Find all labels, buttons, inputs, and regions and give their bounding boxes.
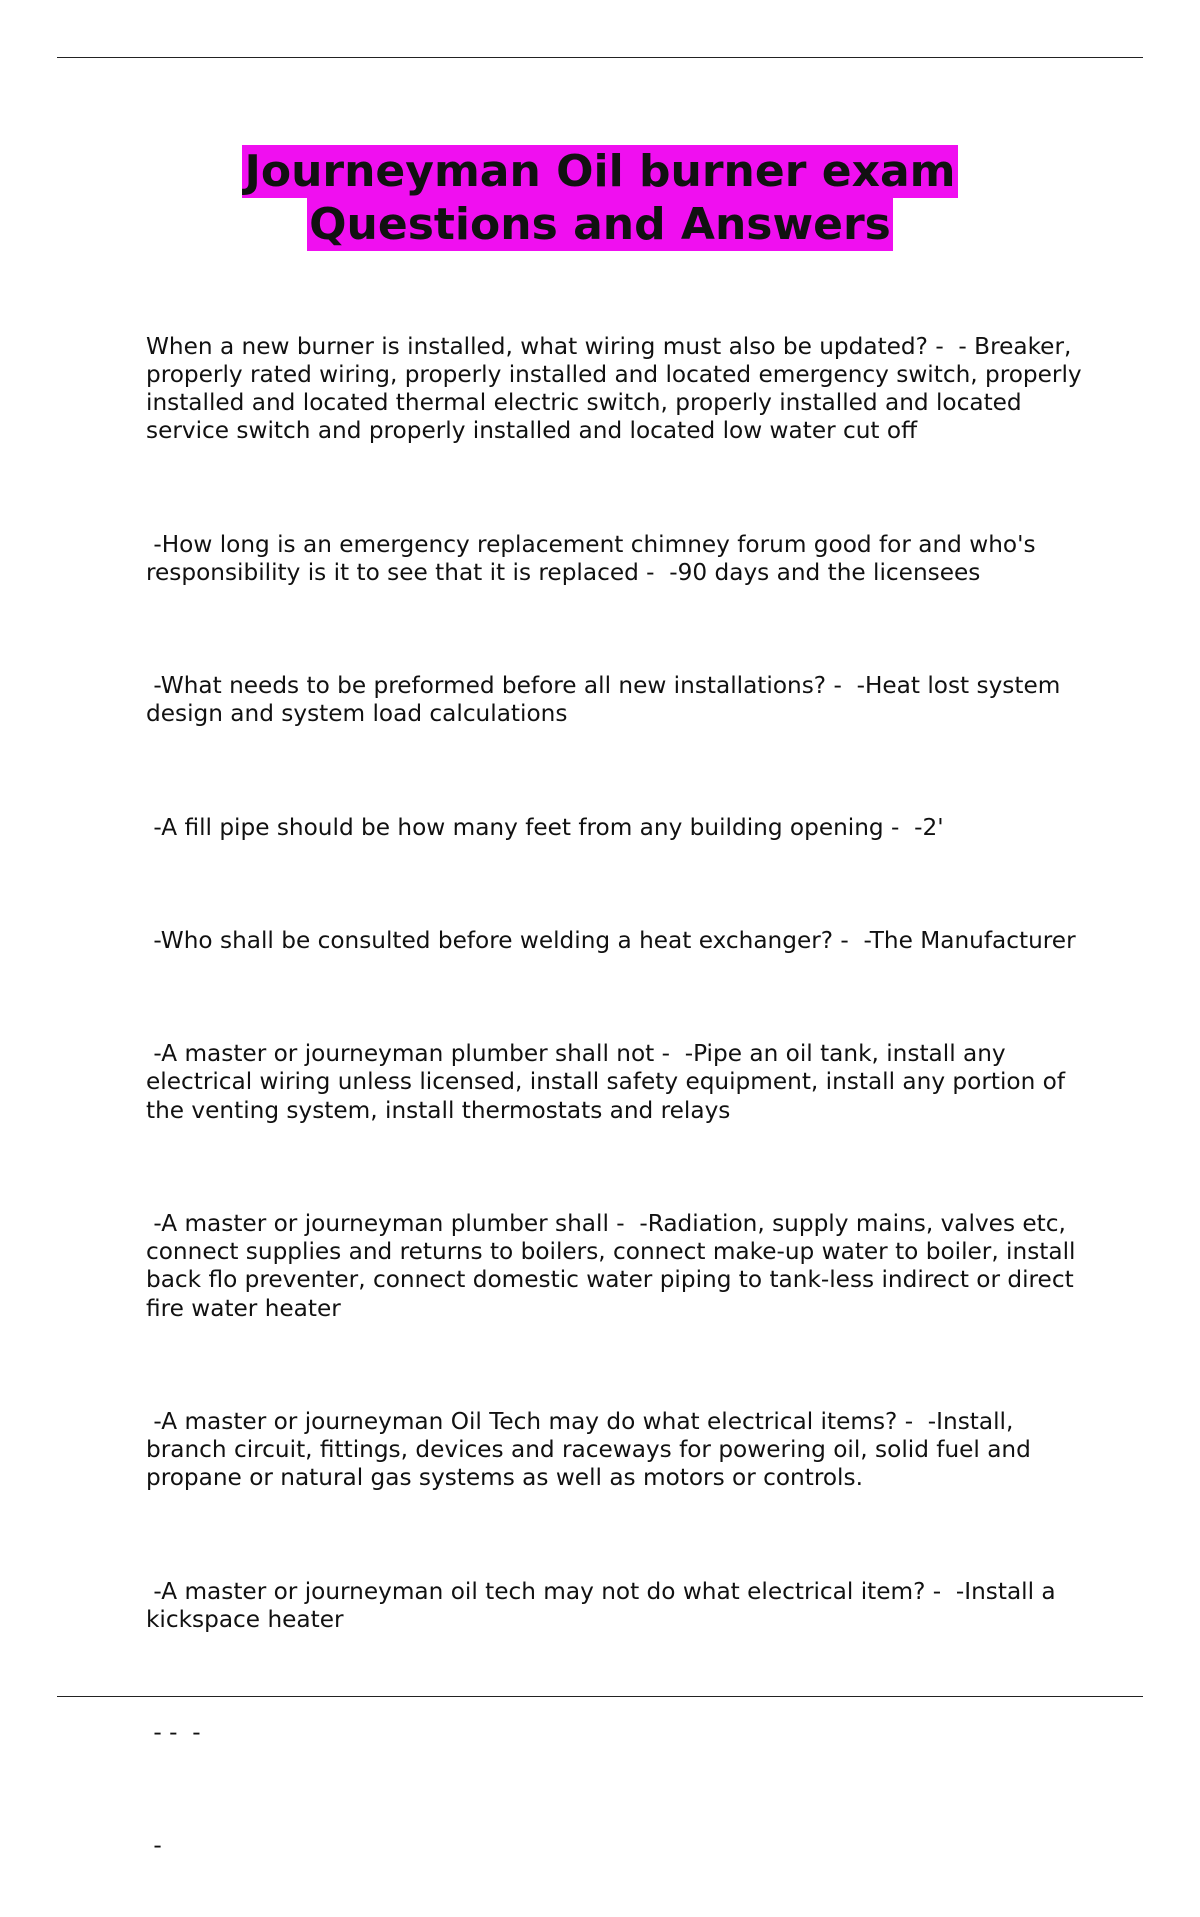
qa-paragraph: -A master or journeyman plumber shall not - -Pipe an oil tank, install any electrical wiring unless licensed, install safety equipment, install any portion of the venting system, install thermostats and relays — [146, 1040, 1073, 1124]
bottom-rule — [57, 1696, 1143, 1697]
qa-paragraph: -A master or journeyman oil tech may not do what electrical item? - -Install a kickspace heater — [146, 1577, 1064, 1633]
qa-paragraph: - — [146, 1832, 162, 1860]
page-title — [0, 145, 1200, 251]
qa-paragraph: - - - — [146, 1719, 201, 1747]
qa-body — [146, 276, 1089, 1917]
qa-paragraph: -How long is an emergency replacement chimney forum good for and who's responsibility is it to see that it is replaced - -90 days and the licensees — [146, 530, 1043, 586]
top-rule — [57, 57, 1143, 58]
title-line-1: Journeyman Oil burner exam — [244, 146, 956, 197]
qa-paragraph: -A master or journeyman plumber shall - -Radiation, supply mains, valves etc, connect supplies and returns to boilers, connect make-up water to boiler, install back flo preventer, connect domestic water piping to tank-less indirect or direct fire water heater — [146, 1209, 1083, 1322]
qa-paragraph: -A fill pipe should be how many feet from any building opening - -2' — [146, 813, 944, 841]
qa-paragraph: -What needs to be preformed before all new installations? - -Heat lost system design and system load calculations — [146, 672, 1068, 728]
qa-paragraph: -A master or journeyman Oil Tech may do what electrical items? - -Install, branch circuit, fittings, devices and raceways for powering oil, solid fuel and propane or natural gas systems as well as motors or controls. — [146, 1407, 1039, 1492]
title-line-2: Questions and Answers — [309, 199, 891, 250]
qa-paragraph: When a new burner is installed, what wiring must also be updated? - - Breaker, properly rated wiring, properly installed and located emergency switch, properly installed and located thermal electric switch, properly installed and located service switch and properly installed and located low water cut off — [146, 332, 1089, 445]
qa-paragraph: -Who shall be consulted before welding a heat exchanger? - -The Manufacturer — [146, 926, 1076, 954]
